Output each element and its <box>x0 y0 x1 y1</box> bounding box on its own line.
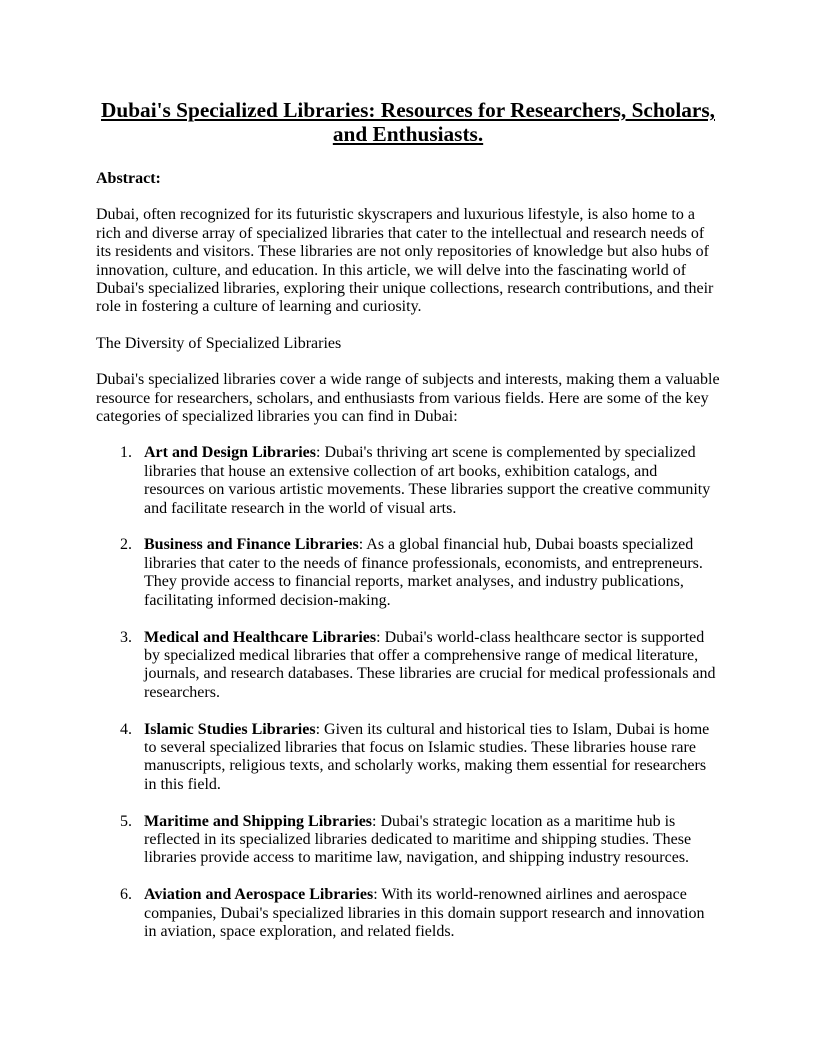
document-title <box>96 98 720 146</box>
list-item-number: 3. <box>120 628 132 646</box>
list-item-term: Maritime and Shipping Libraries <box>144 812 373 830</box>
list-item <box>96 886 720 941</box>
list-item <box>96 721 720 795</box>
title-line-1: Dubai's Specialized Libraries: Resources for Researchers, Scholars, <box>100 98 715 122</box>
list-item-text: : Given its cultural and historical ties to Islam, Dubai is home to several specialized libraries that focus on Islamic studies. These libraries house rare manuscripts, religious texts, and scholarly works, making them essential for researchers in this field. <box>144 720 710 793</box>
list-item-term: Islamic Studies Libraries <box>144 720 316 738</box>
list-item-number: 6. <box>120 886 132 904</box>
list-item-text: : Dubai's world-class healthcare sector is supported by specialized medical libraries that offer a comprehensive range of medical literature, journals, and research databases. These libraries are crucial for medical professionals and researchers. <box>144 628 716 701</box>
document-page <box>96 98 720 960</box>
list-item-number: 5. <box>120 812 132 830</box>
list-item <box>96 813 720 868</box>
section-intro-paragraph: Dubai's specialized libraries cover a wide range of subjects and interests, making them a valuable resource for researchers, scholars, and enthusiasts from various fields. Here are some of the key categories of specialized libraries you can find in Dubai: <box>96 371 720 426</box>
section-heading: The Diversity of Specialized Libraries <box>96 334 342 352</box>
library-categories-list <box>96 444 720 941</box>
list-item-term: Aviation and Aerospace Libraries <box>144 886 374 904</box>
list-item-number: 1. <box>120 444 132 462</box>
title-line-2: and Enthusiasts. <box>332 122 484 146</box>
abstract-heading: Abstract: <box>96 170 161 187</box>
list-item-term: Art and Design Libraries <box>144 444 316 462</box>
list-item-text: : Dubai's strategic location as a maritime hub is reflected in its specialized libraries dedicated to maritime and shipping studies. These libraries provide access to maritime law, navigation, and shipping industry resources. <box>144 812 692 867</box>
list-item-term: Business and Finance Libraries <box>144 536 359 554</box>
list-item-term: Medical and Healthcare Libraries <box>144 628 377 646</box>
list-item <box>96 444 720 518</box>
list-item <box>96 536 720 610</box>
list-item <box>96 629 720 703</box>
list-item-number: 2. <box>120 536 132 554</box>
list-item-number: 4. <box>120 720 132 738</box>
list-item-text: : Dubai's thriving art scene is complemented by specialized libraries that house an extensive collection of art books, exhibition catalogs, and resources on various artistic movements. These libraries support the creative community and facilitate research in the world of visual arts. <box>144 444 711 517</box>
abstract-paragraph: Dubai, often recognized for its futuristic skyscrapers and luxurious lifestyle, is also home to a rich and diverse array of specialized libraries that cater to the intellectual and research needs of its residents and visitors. These libraries are not only repositories of knowledge but also hubs of innovation, culture, and education. In this article, we will delve into the fascinating world of Dubai's specialized libraries, exploring their unique collections, research contributions, and their role in fostering a culture of learning and curiosity. <box>96 206 714 316</box>
list-item-text: : With its world-renowned airlines and aerospace companies, Dubai's specialized libraries in this domain support research and innovation in aviation, space exploration, and related fields. <box>144 886 705 940</box>
list-item-text: : As a global financial hub, Dubai boasts specialized libraries that cater to the needs of finance professionals, economists, and entrepreneurs. They provide access to financial reports, market analyses, and industry publications, facilitating informed decision-making. <box>144 536 703 609</box>
